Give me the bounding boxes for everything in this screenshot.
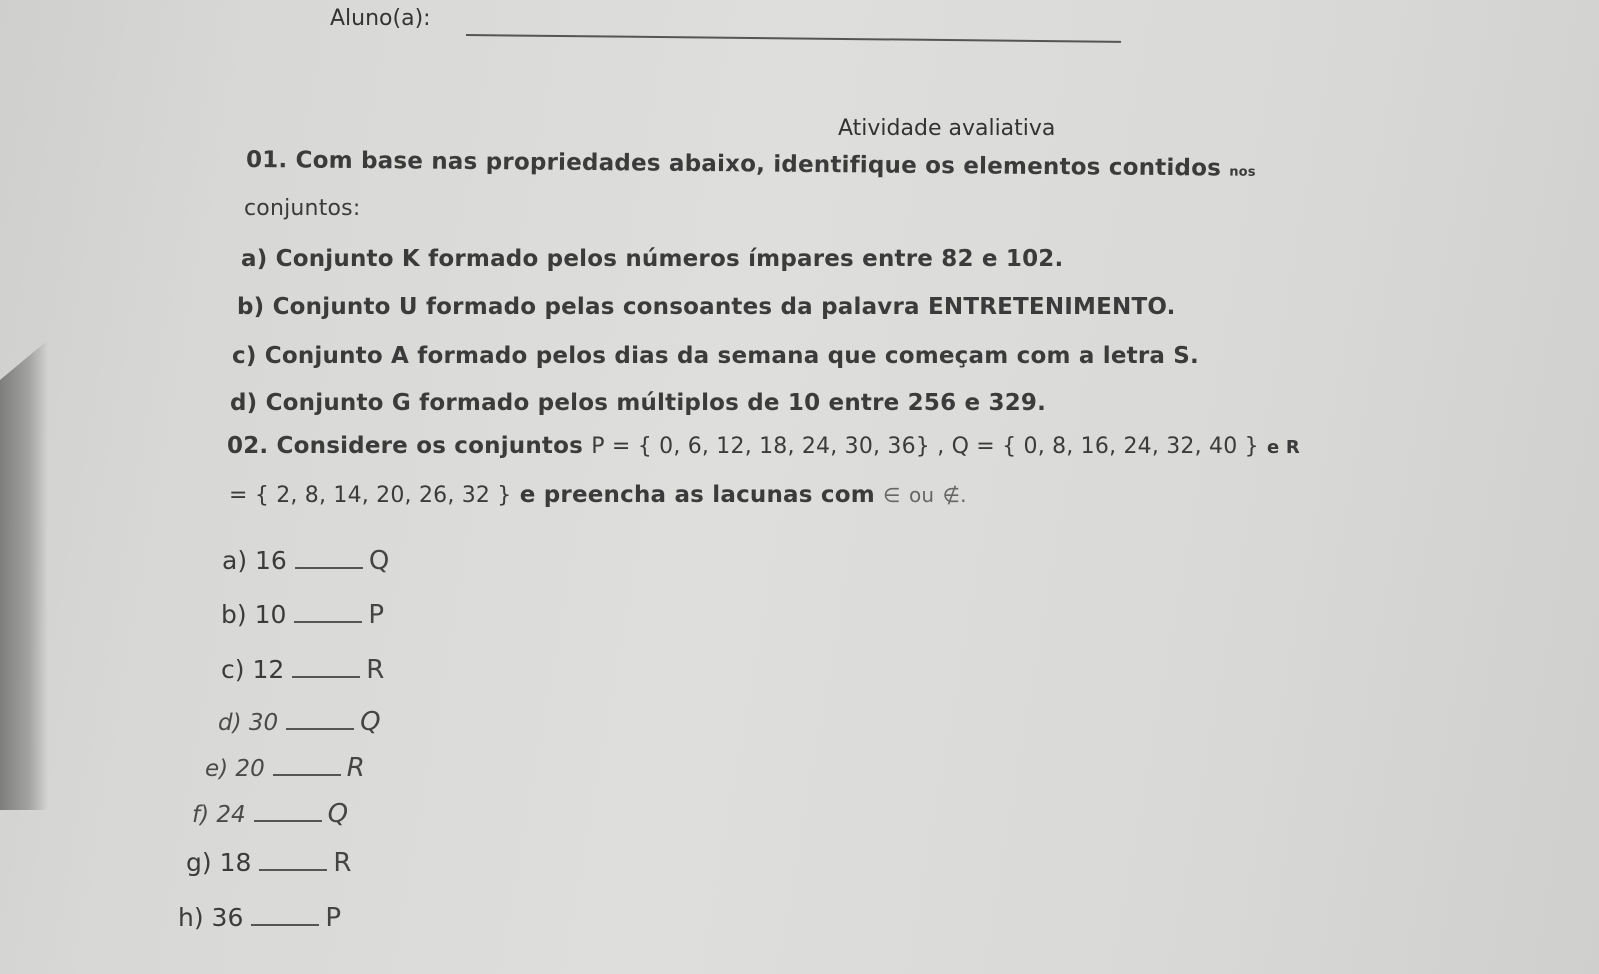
question-2-item-h [178,903,341,933]
question-1-prompt-main: 01. Com base nas propriedades abaixo, identifique os elementos contidos [245,147,1222,182]
question-2-item-a [222,546,389,576]
answer-blank[interactable] [259,851,327,871]
student-name-label: Aluno(a): [330,6,431,31]
or-text: ou [908,483,935,507]
set-r: = { 2, 8, 14, 20, 26, 32 } [229,483,512,508]
page-edge-shadow [0,340,48,810]
question-1-prompt [246,147,1256,182]
question-2-item-c [221,655,384,685]
item-label: g) 18 [186,848,252,877]
not-element-of-symbol: ∉. [942,483,967,507]
item-label: d) 30 [218,710,279,736]
item-label: c) 12 [221,655,285,684]
question-2-item-b [221,600,384,630]
and-r: e R [1267,437,1300,458]
student-name-line [466,34,1121,43]
question-2-item-g [186,848,351,878]
item-label: h) 36 [178,903,244,932]
question-2-item-d [218,707,381,737]
item-label: e) 20 [205,756,265,782]
item-set: Q [327,799,349,829]
question-2-item-f [192,799,348,829]
answer-blank[interactable] [254,802,322,822]
answer-blank[interactable] [286,710,354,730]
item-label: a) 16 [222,546,287,575]
answer-blank[interactable] [251,906,319,926]
sets-p-q: P = { 0, 6, 12, 18, 24, 30, 36} , Q = { 0, 8, 16, 24, 32, 40 } [591,434,1259,459]
element-of-symbol: ∈ [883,483,901,507]
answer-blank[interactable] [294,603,362,623]
answer-blank[interactable] [295,549,363,569]
page-title: Atividade avaliativa [838,116,1056,141]
item-label: b) 10 [221,600,287,629]
question-1-item-a: a) Conjunto K formado pelos números ímpares entre 82 e 102. [241,246,1064,272]
question-2-prompt [227,433,1300,459]
question-2-prompt-continued [229,482,967,508]
item-label: f) 24 [192,802,246,828]
answer-blank[interactable] [292,658,360,678]
question-1-prompt-continued: conjuntos: [244,196,361,221]
item-set: R [333,848,352,878]
question-1-item-c: c) Conjunto A formado pelos dias da semana que começam com a letra S. [232,343,1199,369]
item-set: P [325,903,342,933]
item-set: R [366,655,385,685]
question-2-item-e [205,753,365,783]
question-2-prompt-end: e preencha as lacunas com [519,482,875,508]
question-1-prompt-tail: nos [1229,164,1256,180]
item-set: R [346,753,365,783]
answer-blank[interactable] [273,756,341,776]
question-1-item-d: d) Conjunto G formado pelos múltiplos de 10 entre 256 e 329. [230,390,1047,416]
question-2-prompt-start: 02. Considere os conjuntos [227,433,584,459]
question-1-item-b: b) Conjunto U formado pelas consoantes da palavra ENTRETENIMENTO. [237,294,1176,320]
item-set: Q [360,707,381,737]
item-set: P [368,600,385,630]
item-set: Q [368,546,390,576]
